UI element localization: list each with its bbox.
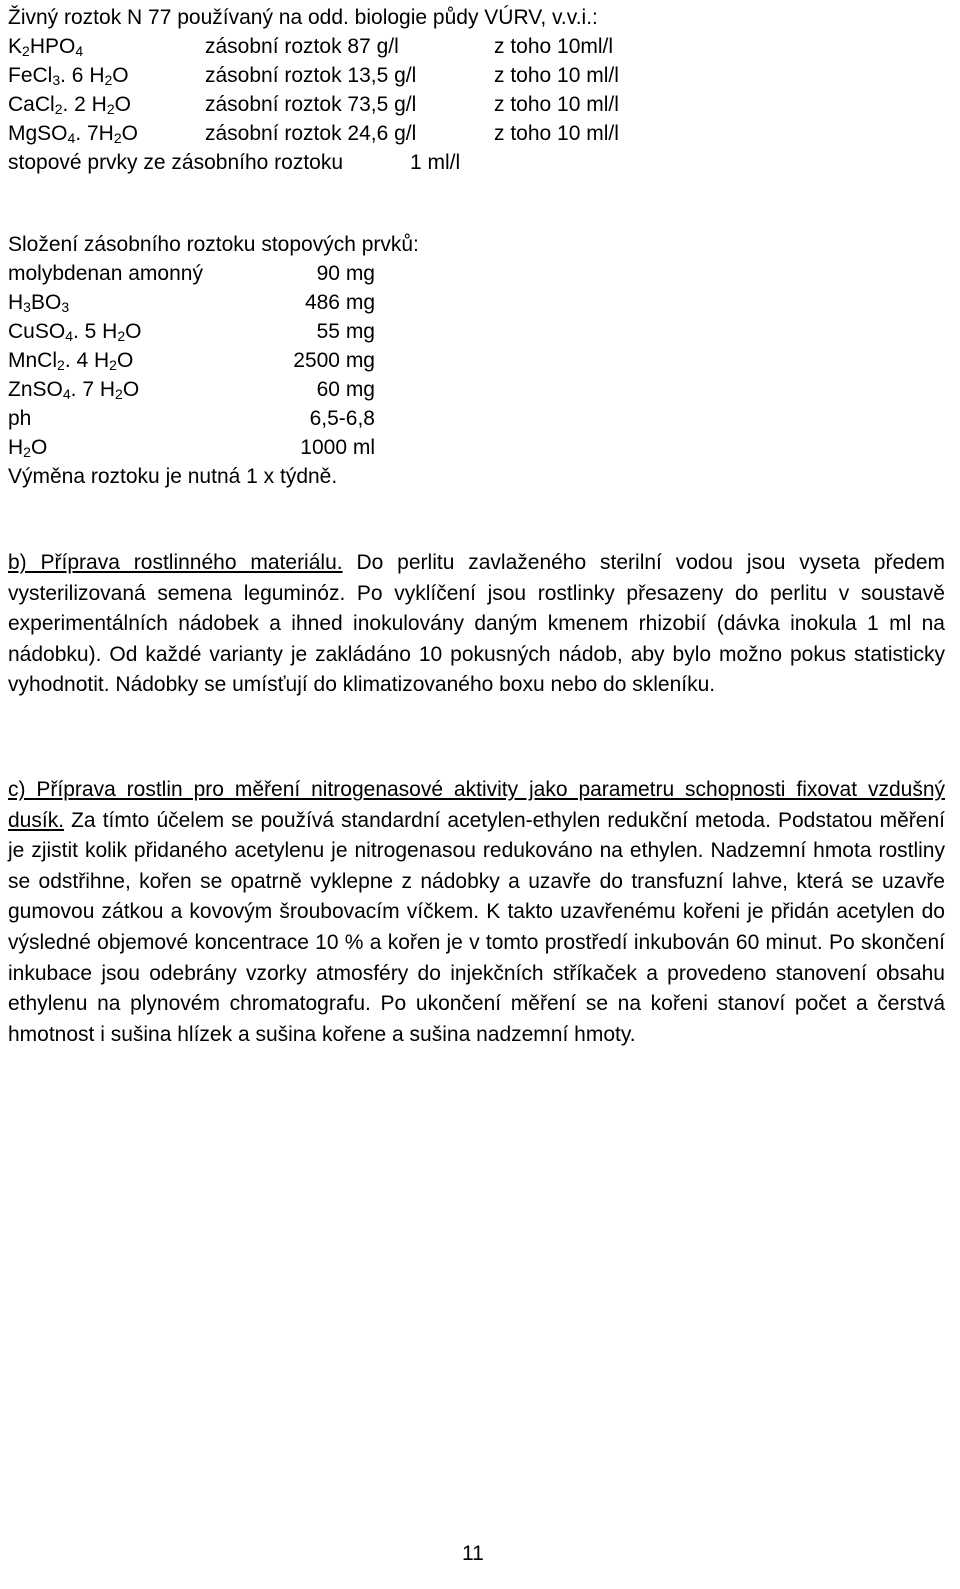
stock-concentration: zásobní roztok 24,6 g/l bbox=[205, 122, 417, 145]
trace-heading: Složení zásobního roztoku stopových prvků: bbox=[8, 233, 419, 256]
formula-subscript: 4 bbox=[65, 328, 73, 344]
formula-subscript: 2 bbox=[57, 357, 65, 373]
trace-amount: 90 mg bbox=[316, 262, 375, 285]
section-c-paragraph bbox=[8, 775, 945, 1050]
formula-subscript: 2 bbox=[54, 101, 63, 117]
section-b-heading: b) Příprava rostlinného materiálu. bbox=[8, 551, 343, 574]
formula-part: MgSO bbox=[8, 122, 68, 145]
formula-part: ZnSO bbox=[8, 378, 63, 401]
trace-amount: 2500 mg bbox=[293, 349, 375, 372]
formula-part: O bbox=[114, 93, 131, 116]
dose: z toho 10 ml/l bbox=[494, 93, 619, 116]
trace-compound bbox=[8, 289, 69, 317]
formula-part: O bbox=[125, 320, 142, 343]
compound-formula bbox=[8, 120, 138, 148]
formula-part: MnCl bbox=[8, 349, 58, 372]
formula-subscript: 3 bbox=[52, 72, 61, 88]
trace-compound bbox=[8, 260, 203, 288]
formula-part: ph bbox=[8, 407, 32, 430]
formula-part: CaCl bbox=[8, 93, 55, 116]
section-c-body: Za tímto účelem se používá standardní acetylen-ethylen redukční metoda. Podstatou měření je zjistit kolik přidaného acetylenu je nitrogenasou redukováno na ethylen. Nadzemní hmota rostliny se odstřihne, kořen se opatrně vyklepne z nádobky a uzavře do transfuzní lahve, která se uzavře gumovou zátkou a kovovým šroubovacím víčkem. K takto uzavřenému kořeni je přidán acetylen do výsledné objemové koncentrace 10 % a kořen je v tomto prostředí inkubován 60 minut. Po skončení inkubace jsou odebrány vzorky atmosféry do injekčních stříkaček a provedeno stanovení obsahu ethylenu na plynovém chromatografu. Po ukončení měření se na kořeni stanoví počet a čerstvá hmotnost i sušina hlízek a sušina kořene a sušina nadzemní hmoty. bbox=[8, 808, 945, 1046]
formula-part: H bbox=[8, 436, 24, 459]
stock-concentration: zásobní roztok 87 g/l bbox=[205, 35, 399, 58]
formula-part: . 4 H bbox=[64, 349, 110, 372]
trace-amount: 6,5-6,8 bbox=[309, 407, 375, 430]
exchange-note: Výměna roztoku je nutná 1 x týdně. bbox=[8, 465, 338, 488]
formula-subscript: 2 bbox=[22, 43, 30, 59]
formula-part: O bbox=[112, 64, 129, 87]
formula-subscript: 3 bbox=[61, 299, 70, 315]
formula-subscript: 2 bbox=[104, 72, 113, 88]
formula-part: molybdenan amonný bbox=[8, 262, 203, 285]
compound-formula bbox=[8, 33, 83, 61]
formula-part: O bbox=[116, 349, 134, 372]
formula-part: . 7H bbox=[75, 122, 114, 145]
trace-amount: 60 mg bbox=[316, 378, 375, 401]
dose: z toho 10 ml/l bbox=[494, 122, 619, 145]
compound-formula bbox=[8, 62, 129, 90]
formula-part: O bbox=[30, 436, 48, 459]
dose: z toho 10ml/l bbox=[494, 35, 614, 58]
formula-part: . 2 H bbox=[62, 93, 107, 116]
formula-part: . 5 H bbox=[72, 320, 118, 343]
stock-concentration: zásobní roztok 13,5 g/l bbox=[205, 64, 417, 87]
formula-part: HPO bbox=[29, 35, 76, 58]
formula-part: . 7 H bbox=[70, 378, 116, 401]
trace-compound bbox=[8, 434, 47, 462]
formula-subscript: 2 bbox=[117, 328, 126, 344]
dose: z toho 10 ml/l bbox=[494, 64, 619, 87]
page-number: 11 bbox=[462, 1542, 484, 1565]
section-b-paragraph bbox=[8, 548, 945, 701]
trace-compound bbox=[8, 376, 139, 404]
formula-subscript: 2 bbox=[115, 386, 123, 402]
formula-subscript: 4 bbox=[67, 130, 76, 146]
formula-part: BO bbox=[30, 291, 62, 314]
formula-subscript: 2 bbox=[23, 444, 31, 460]
trace-compound bbox=[8, 347, 133, 375]
compound-formula bbox=[8, 91, 131, 119]
formula-subscript: 4 bbox=[62, 386, 71, 402]
intro-line: Živný roztok N 77 používaný na odd. biologie půdy VÚRV, v.v.i.: bbox=[8, 6, 598, 29]
formula-subscript: 2 bbox=[106, 101, 115, 117]
formula-part: O bbox=[121, 122, 138, 145]
stock-concentration: zásobní roztok 73,5 g/l bbox=[205, 93, 417, 116]
trace-amount: 1000 ml bbox=[300, 436, 375, 459]
trace-amount: 486 mg bbox=[304, 291, 375, 314]
formula-part: . 6 H bbox=[60, 64, 105, 87]
formula-part: O bbox=[122, 378, 140, 401]
formula-subscript: 4 bbox=[75, 43, 84, 59]
trace-elements-line: stopové prvky ze zásobního roztoku bbox=[8, 151, 344, 174]
trace-compound bbox=[8, 405, 31, 433]
formula-part: H bbox=[8, 291, 24, 314]
trace-amount: 55 mg bbox=[316, 320, 375, 343]
trace-elements-amount: 1 ml/l bbox=[410, 151, 461, 174]
formula-part: K bbox=[8, 35, 23, 58]
section-c-heading: c) Příprava rostlin pro měření nitrogenasové aktivity jako parametru schopnosti fixovat vzdušný dusík. bbox=[8, 778, 945, 832]
trace-compound bbox=[8, 318, 141, 346]
formula-subscript: 2 bbox=[109, 357, 117, 373]
section-b-body: Do perlitu zavlaženého sterilní vodou jsou vyseta předem vysterilizovaná semena leguminóz. Po vyklíčení jsou rostlinky přesazeny do perlitu v soustavě experimentálních nádobek a ihned inokulovány daným kmenem rhizobií (dávka inokula 1 ml na nádobku). Od každé varianty je zakládáno 10 pokusných nádob, aby bylo možno pokus statisticky vyhodnotit. Nádobky se umísťují do klimatizovaného boxu nebo do skleníku. bbox=[8, 551, 946, 697]
formula-subscript: 2 bbox=[113, 130, 122, 146]
formula-subscript: 3 bbox=[23, 299, 31, 315]
formula-part: CuSO bbox=[8, 320, 66, 343]
formula-part: FeCl bbox=[8, 64, 53, 87]
